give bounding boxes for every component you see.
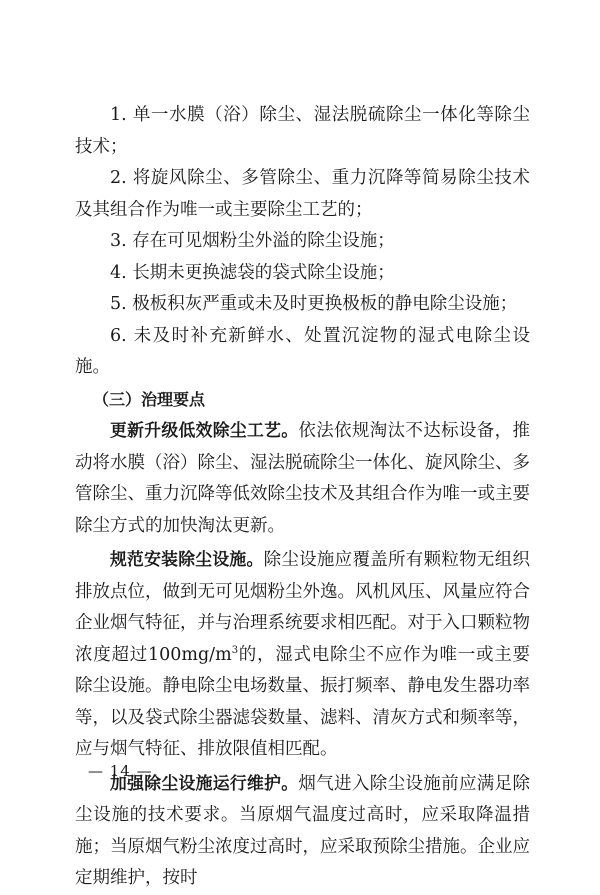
paragraph-upgrade bbox=[75, 415, 530, 542]
list-item-3: 3. 存在可见烟粉尘外溢的除尘设施； bbox=[110, 231, 395, 251]
paragraph-lead: 规范安装除尘设施。 bbox=[110, 549, 264, 569]
paragraph-body: 依法依规淘汰不达标设备，推动将水膜（浴）除尘、湿法脱硫除尘一体化、旋风除尘、多管除尘、重力沉降等低效除尘技术及其组合作为唯一或主要除尘方式的加快淘汰更新。 bbox=[75, 421, 530, 536]
list-item-5: 5. 极板积灰严重或未及时更换极板的静电除尘设施； bbox=[110, 294, 518, 314]
list-item-6: 6. 未及时补充新鲜水、处置沉淀物的湿式电除尘设施。 bbox=[75, 325, 530, 377]
page-number: — 14 — bbox=[88, 762, 153, 780]
paragraph-install bbox=[75, 544, 530, 766]
superscript: 3 bbox=[231, 644, 239, 656]
paragraph-lead: 加强除尘设施运行维护。 bbox=[110, 772, 299, 793]
section-heading: （三）治理要点 bbox=[93, 389, 206, 409]
paragraph-body-cont: 的，湿式电除尘不应作为唯一或主要除尘设施。静电除尘电场数量、振打频率、静电发生器功率等，以及袋式除尘器滤袋数量、滤料、清灰方式和频率等，应与烟气特征、排放限值相匹配。 bbox=[75, 644, 530, 759]
list-item-1: 1. 单一水膜（浴）除尘、湿法脱硫除尘一体化等除尘技术； bbox=[75, 105, 530, 157]
paragraph-body: 除尘设施应覆盖所有颗粒物无组织排放点位，做到无可见烟粉尘外逸。风机风压、风量应符合企业烟气特征，并与治理系统要求相匹配。对于入口颗粒物浓度超过100mg/m bbox=[75, 550, 530, 665]
list-item-2: 2. 将旋风除尘、多管除尘、重力沉降等简易除尘技术及其组合作为唯一或主要除尘工艺的； bbox=[75, 168, 530, 220]
list-item-4: 4. 长期未更换滤袋的袋式除尘设施； bbox=[110, 262, 395, 283]
paragraph-maintenance bbox=[75, 768, 530, 895]
paragraph-body: 烟气进入除尘设施前应满足除尘设施的技术要求。当原烟气温度过高时，应采取降温措施；当原烟气粉尘浓度过高时，应采取预除尘措施。企业应定期维护，按时 bbox=[75, 773, 530, 888]
paragraph-lead: 更新升级低效除尘工艺。 bbox=[110, 420, 299, 440]
